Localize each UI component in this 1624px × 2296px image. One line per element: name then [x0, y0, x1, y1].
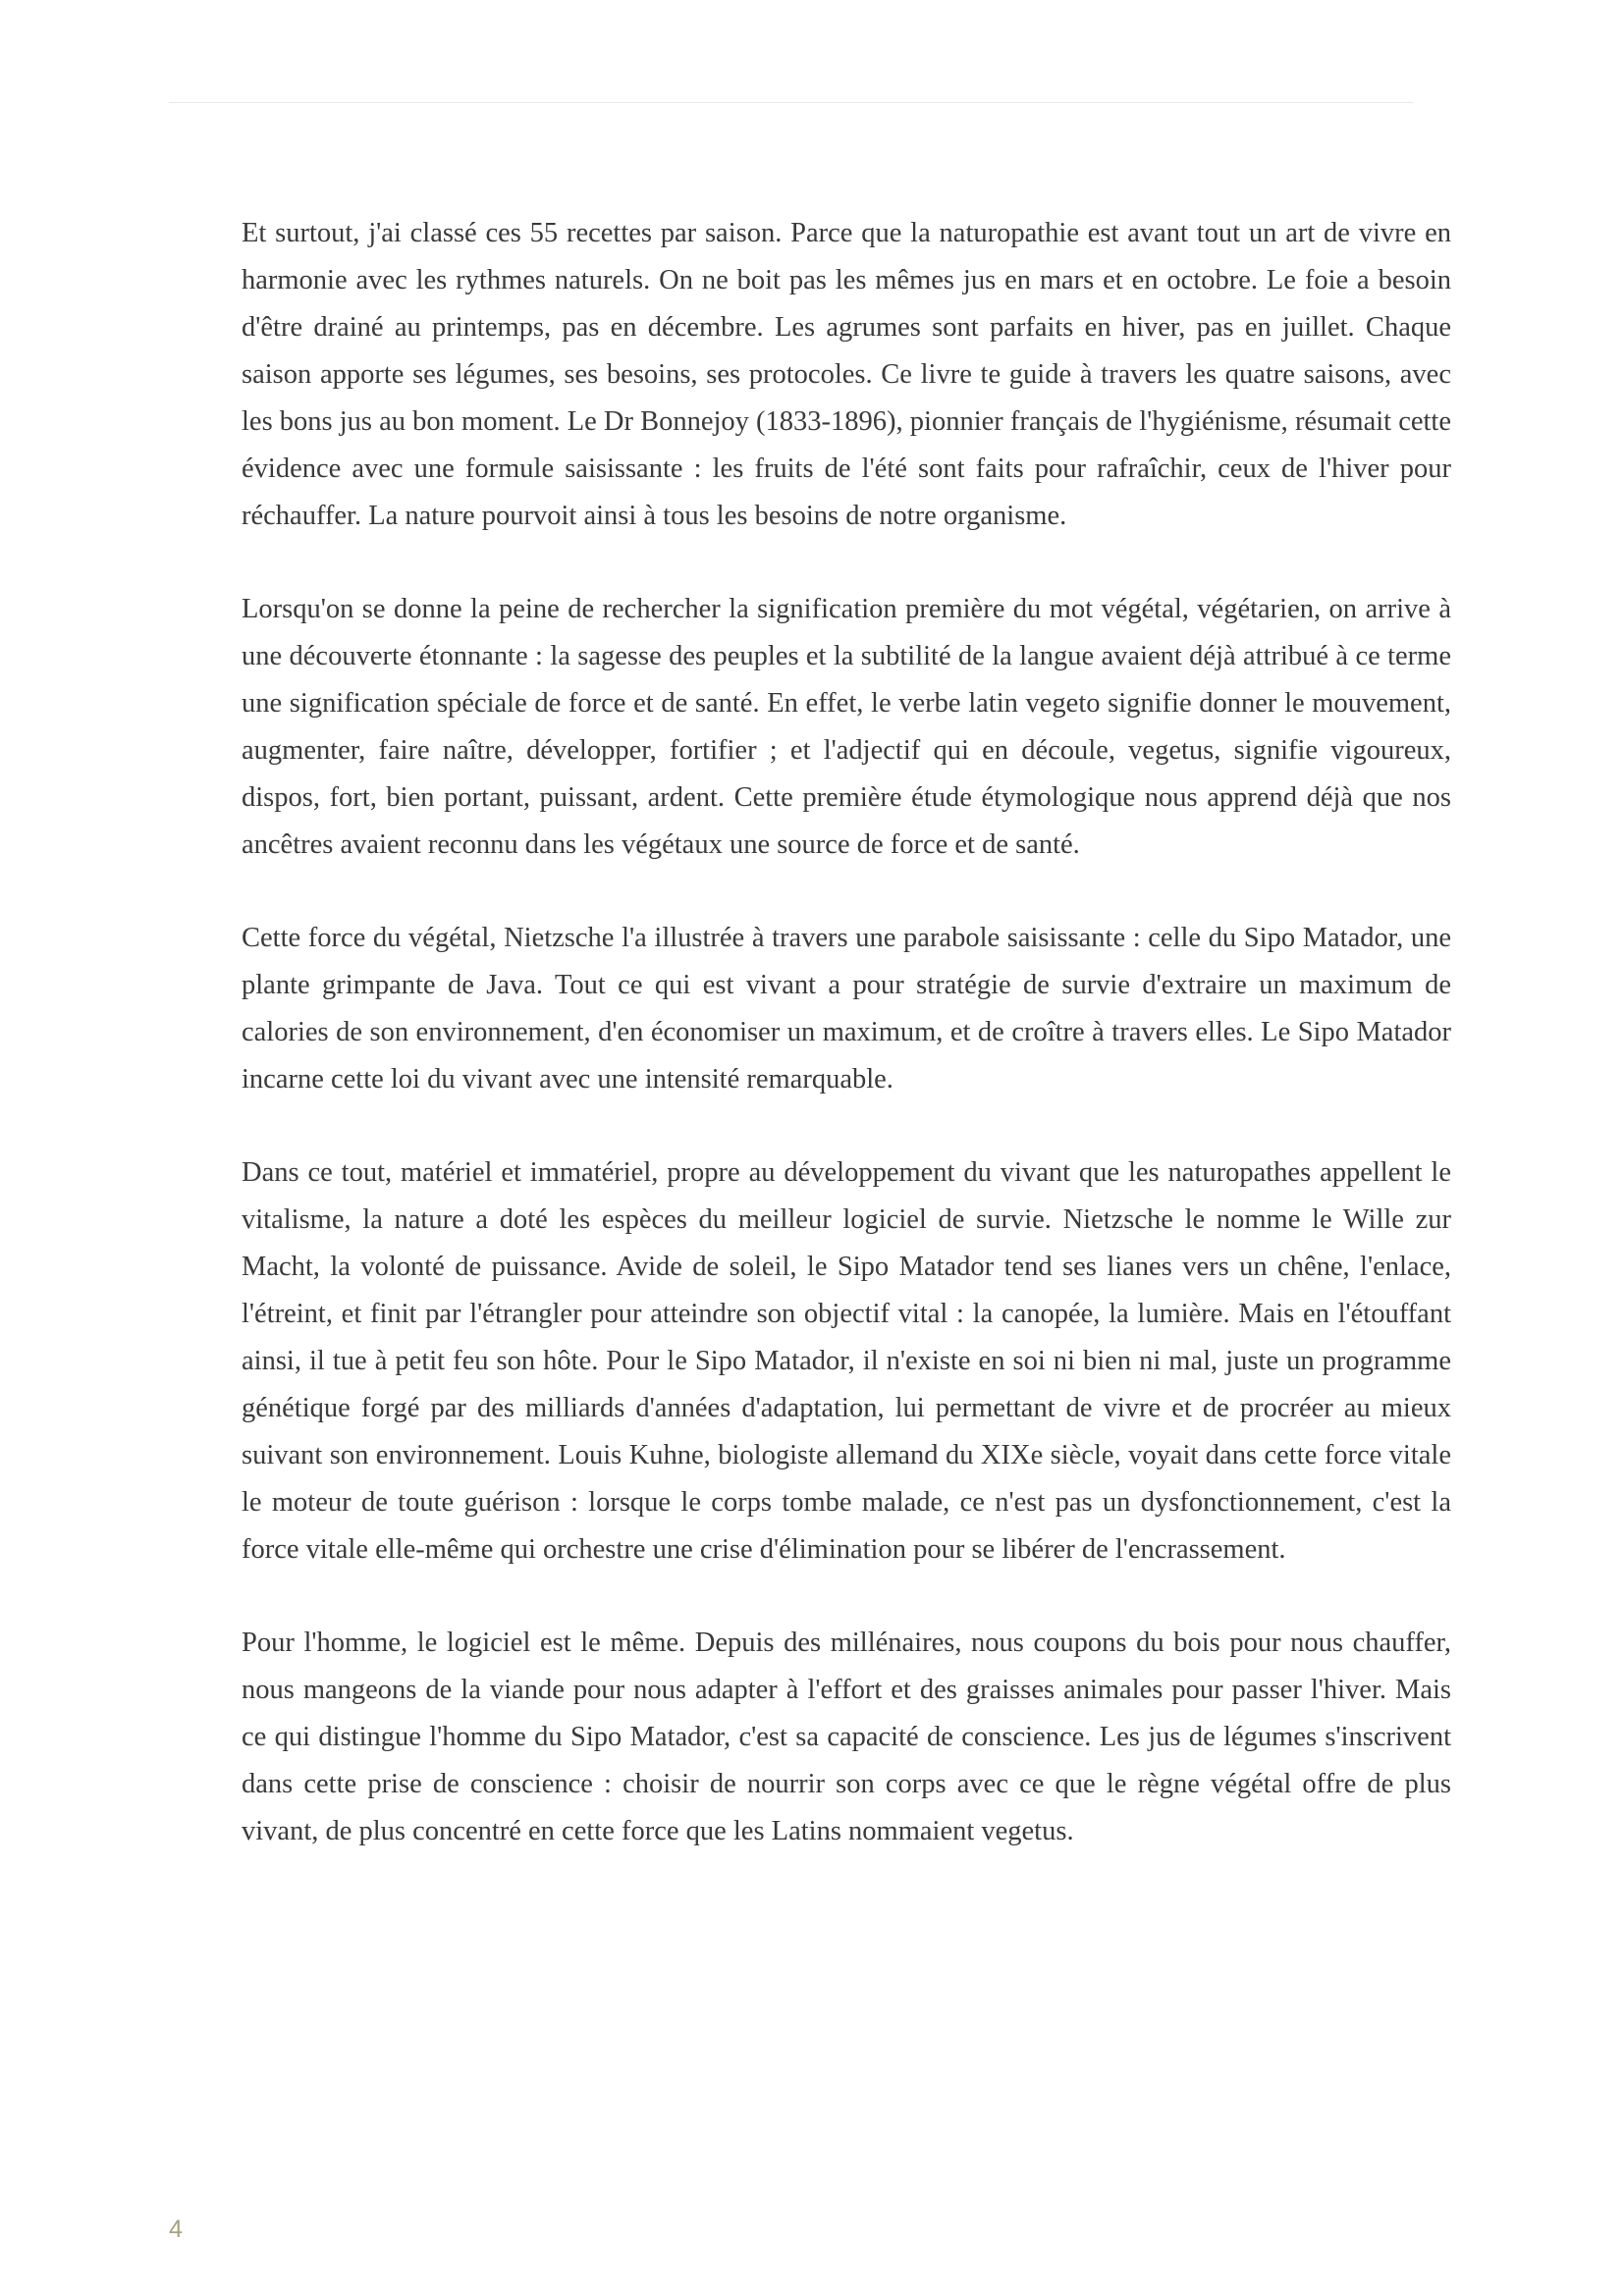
paragraph-conscience: Pour l'homme, le logiciel est le même. Depuis des millénaires, nous coupons du bois pour nous chauffer, nous mangeons de la viande pour nous adapter à l'effort et des graisses animales pour passer l'hiver. Mais ce qui distingue l'homme du Sipo Matador, c'est sa capacité de conscience. Les jus de légumes s'inscrivent dans cette prise de conscience : choisir de nourrir son corps avec ce que le règne végétal offre de plus vivant, de plus concentré en cette force que les Latins nommaient vegetus. [242, 1628, 1451, 1846]
body-text [242, 210, 1451, 1901]
paragraph-vitalism: Dans ce tout, matériel et immatériel, propre au développement du vivant que les naturopathes appellent le vitalisme, la nature a doté les espèces du meilleur logiciel de survie. Nietzsche le nomme le Wille zur Macht, la volonté de puissance. Avide de soleil, le Sipo Matador tend ses lianes vers un chêne, l'enlace, l'étreint, et finit par l'étrangler pour atteindre son objectif vital : la canopée, la lumière. Mais en l'étouffant ainsi, il tue à petit feu son hôte. Pour le Sipo Matador, il n'existe en soi ni bien ni mal, juste un programme génétique forgé par des milliards d'années d'adaptation, lui permettant de vivre et de procréer au mieux suivant son environnement. Louis Kuhne, biologiste allemand du XIXe siècle, voyait dans cette force vitale le moteur de toute guérison : lorsque le corps tombe malade, ce n'est pas un dysfonctionnement, c'est la force vitale elle-même qui orchestre une crise d'élimination pour se libérer de l'encrassement. [242, 1157, 1451, 1565]
paragraph-sipo-matador: Cette force du végétal, Nietzsche l'a illustrée à travers une parabole saisissante : celle du Sipo Matador, une plante grimpante de Java. Tout ce qui est vivant a pour stratégie de survie d'extraire un maximum de calories de son environnement, d'en économiser un maximum, et de croître à travers elles. Le Sipo Matador incarne cette loi du vivant avec une intensité remarquable. [242, 923, 1451, 1095]
header-divider [169, 102, 1414, 103]
paragraph-etymology: Lorsqu'on se donne la peine de rechercher la signification première du mot végétal, végétarien, on arrive à une découverte étonnante : la sagesse des peuples et la subtilité de la langue avaient déjà attribué à ce terme une signification spéciale de force et de santé. En effet, le verbe latin vegeto signifie donner le mouvement, augmenter, faire naître, développer, fortifier ; et l'adjectif qui en découle, vegetus, signifie vigoureux, dispos, fort, bien portant, puissant, ardent. Cette première étude étymologique nous apprend déjà que nos ancêtres avaient reconnu dans les végétaux une source de force et de santé. [242, 594, 1451, 860]
page-number: 4 [169, 2216, 183, 2243]
paragraph-seasons: Et surtout, j'ai classé ces 55 recettes par saison. Parce que la naturopathie est avant tout un art de vivre en harmonie avec les rythmes naturels. On ne boit pas les mêmes jus en mars et en octobre. Le foie a besoin d'être drainé au printemps, pas en décembre. Les agrumes sont parfaits en hiver, pas en juillet. Chaque saison apporte ses légumes, ses besoins, ses protocoles. Ce livre te guide à travers les quatre saisons, avec les bons jus au bon moment. Le Dr Bonnejoy (1833-1896), pionnier français de l'hygiénisme, résumait cette évidence avec une formule saisissante : les fruits de l'été sont faits pour rafraîchir, ceux de l'hiver pour réchauffer. La nature pourvoit ainsi à tous les besoins de notre organisme. [242, 218, 1451, 531]
